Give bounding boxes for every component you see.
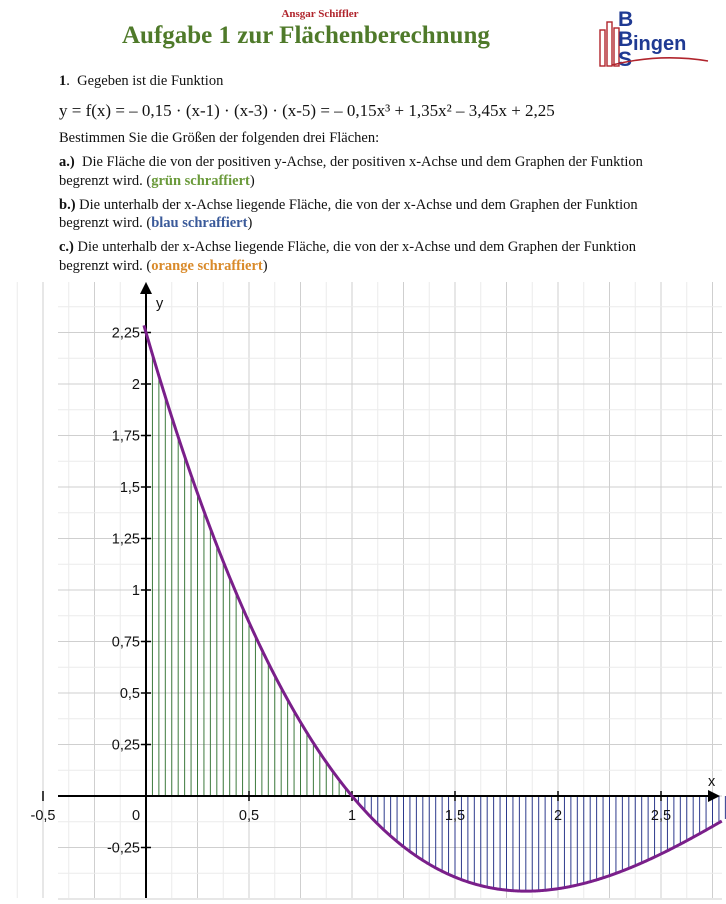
- part-b-hatch: blau schraffiert: [151, 215, 248, 231]
- logo-swoosh-icon: [610, 55, 710, 69]
- task-number: 1: [59, 73, 67, 89]
- x-axis-label: x: [708, 774, 716, 790]
- y-tick-label: 1: [131, 583, 140, 599]
- y-tick-label: 1,25: [111, 531, 140, 548]
- logo-letter-1: B: [618, 8, 634, 31]
- logo-word: ingen: [633, 33, 687, 55]
- task-intro-line: 1. Gegeben ist die Funktion: [59, 73, 224, 89]
- school-logo: [596, 8, 716, 72]
- part-b-line1: [59, 197, 638, 214]
- part-b-text: Die unterhalb der x-Achse liegende Fläche, die von der x-Achse und dem Graphen der Funktion: [79, 197, 638, 213]
- part-a-hatch: grün schraffiert: [151, 173, 250, 189]
- x-tick-label: 0,5: [238, 808, 260, 824]
- part-a-end: ): [249, 173, 255, 189]
- y-tick-label: 0,75: [111, 634, 140, 651]
- part-a-text: Die Fläche die von der positiven y-Achse, der positiven x-Achse und dem Graphen der Funktion: [81, 154, 643, 170]
- author-name: Ansgar Schiffler: [281, 8, 359, 20]
- y-axis-label: y: [156, 296, 164, 312]
- part-b-cont: begrenzt wird. (: [59, 215, 152, 231]
- part-a-cont: begrenzt wird. (: [59, 173, 152, 189]
- y-tick-label: 2,25: [111, 325, 140, 342]
- part-c-hatch: orange schraffiert: [151, 258, 263, 274]
- y-tick-label: 1,75: [111, 428, 140, 445]
- part-c-line2: [59, 258, 268, 275]
- x-tick-label: 0: [131, 808, 141, 824]
- x-tick-label: 2,5: [650, 808, 672, 824]
- y-tick-label: 0,25: [111, 737, 140, 754]
- hatching: [146, 333, 726, 892]
- part-b-line2: [59, 215, 252, 232]
- part-b-label: b.): [59, 197, 76, 213]
- logo-letter-2: B: [618, 28, 634, 51]
- part-c-text: Die unterhalb der x-Achse liegende Fläche, die von der x-Achse und dem Graphen der Funktion: [77, 239, 636, 255]
- function-formula: y = f(x) = – 0,15 · (x-1) · (x-3) · (x-5) = – 0,15x³ + 1,35x² – 3,45x + 2,25: [59, 101, 555, 120]
- page-title: Aufgabe 1 zur Flächenberechnung: [122, 22, 490, 49]
- part-c-label: c.): [59, 239, 74, 255]
- x-tick-label: 1,5: [444, 808, 466, 824]
- part-c-line1: [59, 239, 636, 256]
- y-axis-arrow-icon: [140, 282, 152, 294]
- part-a-label: a.): [59, 154, 75, 170]
- x-tick-label: 2: [553, 808, 563, 824]
- logo-letter-3: S: [618, 48, 633, 71]
- y-tick-label: -0,25: [106, 840, 140, 857]
- part-a-line2: [59, 173, 255, 190]
- x-axis-arrow-icon: [708, 790, 720, 802]
- x-tick-label: 1: [347, 808, 357, 824]
- task-intro: Gegeben ist die Funktion: [77, 73, 224, 89]
- x-tick-label: -0,5: [30, 808, 56, 824]
- function-graph: [30, 282, 722, 898]
- part-a-line1: [59, 154, 643, 171]
- task-instruction: Bestimmen Sie die Größen der folgenden drei Flächen:: [59, 130, 380, 146]
- y-tick-label: 1,5: [119, 480, 140, 496]
- part-c-cont: begrenzt wird. (: [59, 258, 152, 274]
- y-tick-label: 2: [131, 377, 140, 393]
- y-tick-label: 0,5: [119, 686, 140, 702]
- part-b-end: ): [247, 215, 253, 231]
- part-c-end: ): [262, 258, 268, 274]
